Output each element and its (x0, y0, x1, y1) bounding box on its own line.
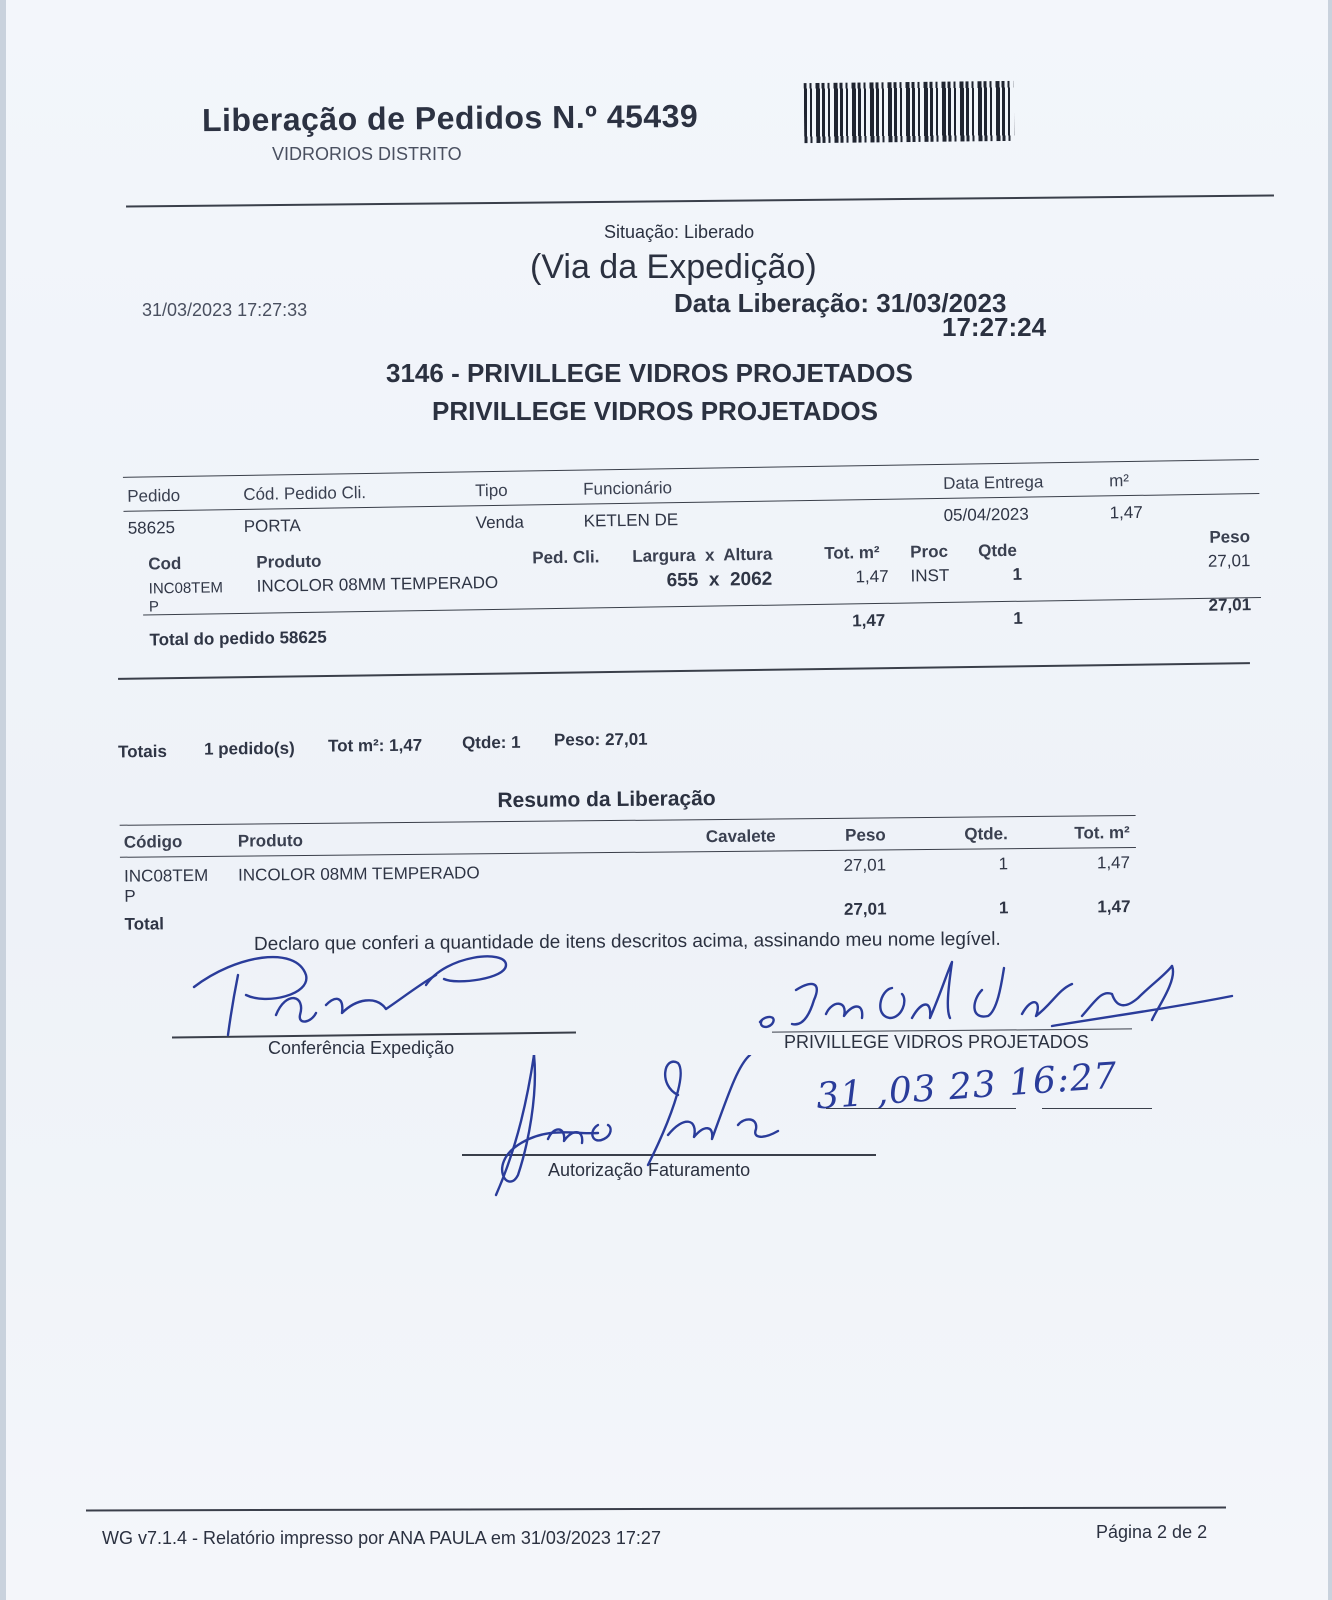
summary-total-tot-m2: 1,47 (1097, 897, 1131, 917)
summary-produto: INCOLOR 08MM TEMPERADO (238, 863, 480, 885)
summary-codigo-line2: P (124, 886, 136, 906)
order-total-qtde: 1 (1013, 608, 1023, 628)
footer-rule (86, 1507, 1226, 1512)
conferencia-label: Conferência Expedição (268, 1038, 455, 1058)
order-cod-pedido-cli: PORTA (243, 516, 301, 536)
conferencia-signature (176, 935, 536, 1045)
document-title: Liberação de Pedidos N.º 45439 (201, 97, 699, 139)
col-pedido: Pedido (127, 485, 181, 506)
order-funcionario: KETLEN DE (583, 510, 679, 531)
order-tipo: Venda (475, 512, 525, 533)
item-col-proc: Proc (910, 541, 949, 562)
order-total-tot-m2: 1,47 (852, 610, 886, 631)
summary-col-qtde: Qtde. (964, 824, 1008, 844)
item-proc: INST (910, 565, 950, 586)
handwritten-date: 31 ,03 23 16:27 (814, 1055, 1120, 1118)
declaration-text: Declaro que conferi a quantidade de itens descritos acima, assinando meu nome legível. (253, 928, 1001, 955)
summary-col-tot-m2: Tot. m² (1074, 823, 1130, 843)
summary-total-peso: 27,01 (843, 899, 887, 919)
item-cod-line2: P (148, 598, 160, 616)
summary-peso: 27,01 (843, 855, 887, 875)
order-data-entrega: 05/04/2023 (943, 504, 1029, 525)
col-m2: m² (1108, 471, 1130, 491)
date-underline (826, 1108, 1016, 1109)
item-col-tot-m2: Tot. m² (824, 542, 880, 563)
totals-label: Totais (118, 741, 167, 762)
summary-codigo-line1: INC08TEM (124, 865, 209, 886)
totals-pedidos: 1 pedido(s) (203, 738, 295, 759)
col-funcionario: Funcionário (583, 478, 673, 499)
col-tipo: Tipo (475, 480, 508, 501)
client-signature (752, 960, 1252, 1035)
item-produto: INCOLOR 08MM TEMPERADO (256, 572, 499, 596)
order-total-peso: 27,01 (1208, 595, 1252, 615)
summary-col-cavalete: Cavalete (705, 826, 776, 847)
totals-peso: Peso: 27,01 (553, 729, 648, 750)
autorizacao-signature (488, 1055, 788, 1205)
order-pedido: 58625 (127, 518, 176, 538)
release-time: 17:27:24 (942, 312, 1047, 342)
item-peso: 27,01 (1207, 551, 1251, 571)
time-underline (1042, 1108, 1152, 1109)
item-qtde: 1 (1012, 564, 1023, 584)
client-name: PRIVILLEGE VIDROS PROJETADOS (432, 396, 878, 426)
client-code-name: 3146 - PRIVILLEGE VIDROS PROJETADOS (386, 358, 913, 388)
order-m2: 1,47 (1109, 502, 1143, 523)
situation-status: Situação: Liberado (604, 222, 755, 242)
order-total-label: Total do pedido 58625 (149, 627, 327, 650)
col-cod-pedido-cli: Cód. Pedido Cli. (243, 483, 367, 504)
summary-col-codigo: Código (123, 832, 183, 852)
summary-qtde: 1 (998, 854, 1009, 874)
item-col-qtde: Qtde (978, 540, 1018, 561)
autorizacao-label: Autorização Faturamento (548, 1160, 751, 1180)
item-tot-m2: 1,47 (855, 566, 889, 587)
summary-total-qtde: 1 (998, 898, 1009, 918)
item-col-largura-altura: Largura x Altura (632, 544, 773, 566)
document-page (6, 0, 1328, 1600)
totals-tot-m2: Tot m²: 1,47 (327, 735, 423, 756)
item-col-produto: Produto (256, 551, 322, 572)
item-col-peso: Peso (1209, 527, 1251, 547)
item-cod-line1: INC08TEM (148, 579, 224, 598)
summary-col-produto: Produto (237, 831, 304, 851)
totals-qtde: Qtde: 1 (461, 732, 521, 753)
col-data-entrega: Data Entrega (942, 472, 1044, 493)
item-col-cod: Cod (148, 553, 182, 574)
item-col-ped-cli: Ped. Cli. (532, 547, 600, 568)
company-name: VIDRORIOS DISTRITO (272, 144, 462, 164)
item-dimensions: 655 x 2062 (666, 568, 773, 592)
print-datetime: 31/03/2023 17:27:33 (142, 300, 308, 320)
footer-page-number: Página 2 de 2 (1096, 1522, 1208, 1542)
summary-tot-m2: 1,47 (1096, 853, 1131, 873)
footer-printed-by: WG v7.1.4 - Relatório impresso por ANA PAULA em 31/03/2023 17:27 (102, 1528, 661, 1548)
summary-total-label: Total (124, 914, 165, 934)
release-date: Data Liberação: 31/03/2023 (674, 288, 1007, 318)
summary-col-peso: Peso (845, 825, 886, 845)
client-signature-label: PRIVILLEGE VIDROS PROJETADOS (784, 1032, 1089, 1052)
via-label: (Via da Expedição) (530, 248, 817, 286)
summary-title: Resumo da Liberação (497, 787, 716, 813)
